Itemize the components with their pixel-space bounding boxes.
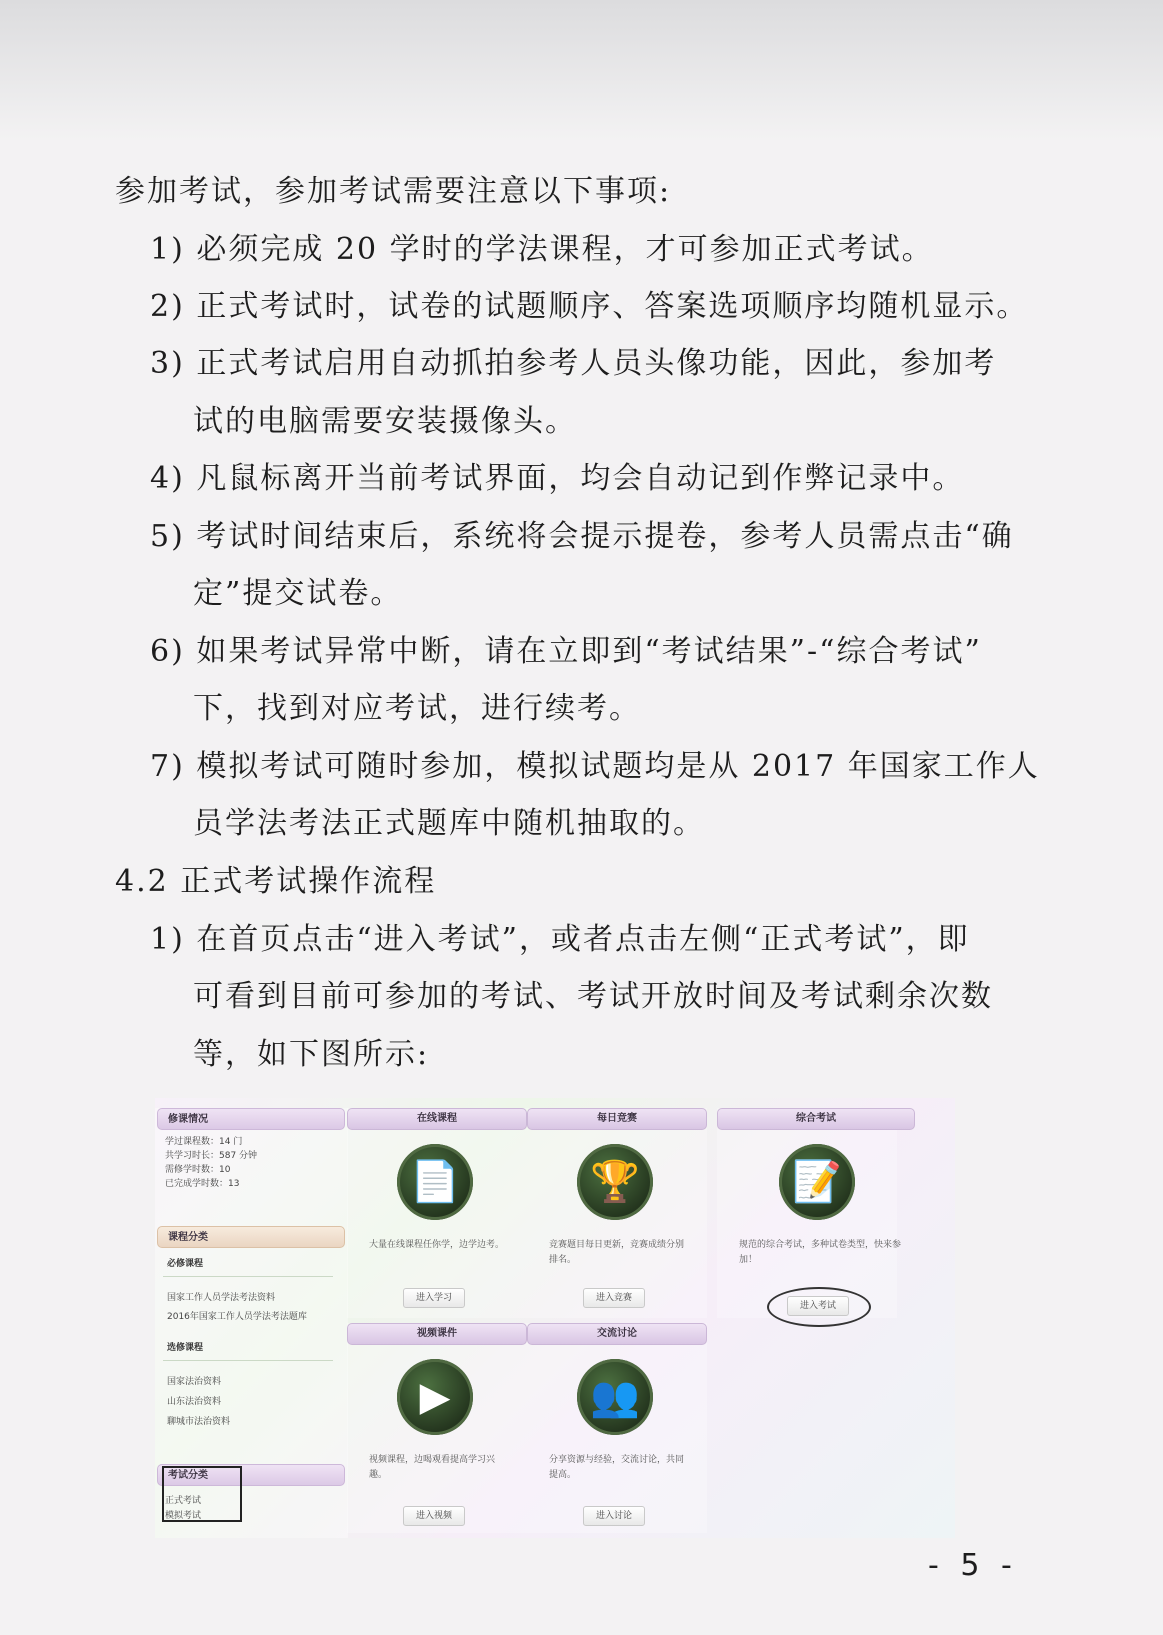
card-description: 分享资源与经验，交流讨论，共同提高。 bbox=[549, 1455, 685, 1480]
step-1-cont-2: 等，如下图所示: bbox=[193, 1037, 430, 1072]
sidebar bbox=[155, 1108, 348, 1538]
highlight-box bbox=[162, 1466, 242, 1522]
enter-discussion-button[interactable]: 进入讨论 bbox=[583, 1506, 645, 1526]
step-1: 1) 在首页点击“进入考试”，或者点击左侧“正式考试”，即 bbox=[150, 922, 970, 957]
note-7-cont: 员学法考法正式题库中随机抽取的。 bbox=[193, 806, 705, 841]
card-online-course bbox=[347, 1108, 527, 1318]
note-6: 6) 如果考试异常中断，请在立即到“考试结果”-“综合考试” bbox=[150, 634, 982, 669]
card-description: 视频课程，边喝观看提高学习兴趣。 bbox=[369, 1455, 496, 1480]
study-line: 学过课程数：14 门 bbox=[165, 1137, 243, 1147]
note-4: 4) 凡鼠标离开当前考试界面，均会自动记到作弊记录中。 bbox=[150, 461, 965, 496]
divider bbox=[163, 1360, 333, 1361]
note-3: 3) 正式考试启用自动抓拍参考人员头像功能，因此，参加考 bbox=[150, 346, 997, 381]
trophy-icon: 🏆 bbox=[577, 1144, 653, 1220]
card-description: 竞赛题目每日更新，竞赛成绩分别排名。 bbox=[549, 1240, 685, 1265]
divider bbox=[163, 1276, 333, 1277]
enter-study-button[interactable]: 进入学习 bbox=[403, 1288, 465, 1308]
note-1: 1) 必须完成 20 学时的学法课程，才可参加正式考试。 bbox=[150, 232, 934, 267]
step-1-cont: 可看到目前可参加的考试、考试开放时间及考试剩余次数 bbox=[193, 979, 993, 1014]
elective-course-link[interactable]: 聊城市法治资料 bbox=[167, 1417, 231, 1427]
mock-exam-link[interactable]: 模拟考试 bbox=[165, 1511, 202, 1521]
study-line: 已完成学时数：13 bbox=[165, 1179, 240, 1189]
card-daily-contest bbox=[527, 1108, 707, 1318]
note-5: 5) 考试时间结束后，系统将会提示提卷，参考人员需点击“确 bbox=[150, 519, 1014, 554]
study-line: 共学习时长：587 分钟 bbox=[165, 1151, 258, 1161]
section-title: 4.2 正式考试操作流程 bbox=[115, 864, 437, 899]
highlight-ring bbox=[767, 1287, 871, 1327]
required-course-link[interactable]: 国家工作人员学法考法资料 bbox=[167, 1293, 276, 1303]
page-shade bbox=[0, 0, 1163, 140]
card-title: 视频课件 bbox=[347, 1323, 527, 1345]
card-title: 交流讨论 bbox=[527, 1323, 707, 1345]
study-line: 需修学时数：10 bbox=[165, 1165, 231, 1175]
exam-paper-icon: 📝 bbox=[779, 1144, 855, 1220]
note-5-cont: 定”提交试卷。 bbox=[193, 576, 403, 611]
study-status-header: 修课情况 bbox=[157, 1108, 345, 1130]
elective-course-link[interactable]: 山东法治资料 bbox=[167, 1397, 222, 1407]
note-2: 2) 正式考试时，试卷的试题顺序、答案选项顺序均随机显示。 bbox=[150, 289, 1029, 324]
card-title: 综合考试 bbox=[717, 1108, 915, 1130]
card-comprehensive-exam bbox=[717, 1108, 902, 1318]
intro-text: 参加考试，参加考试需要注意以下事项: bbox=[115, 174, 672, 209]
card-discussion bbox=[527, 1323, 707, 1533]
required-course-link[interactable]: 2016年国家工作人员学法考法题库 bbox=[167, 1312, 307, 1322]
note-3-cont: 试的电脑需要安装摄像头。 bbox=[193, 404, 577, 439]
note-6-cont: 下，找到对应考试，进行续考。 bbox=[193, 691, 641, 726]
elective-courses-label: 选修课程 bbox=[167, 1343, 204, 1353]
card-video-course bbox=[347, 1323, 527, 1533]
card-title: 每日竞赛 bbox=[527, 1108, 707, 1130]
course-category-header: 课程分类 bbox=[157, 1226, 345, 1248]
video-play-icon: ▶ bbox=[397, 1359, 473, 1435]
elective-course-link[interactable]: 国家法治资料 bbox=[167, 1377, 222, 1387]
enter-video-button[interactable]: 进入视频 bbox=[403, 1506, 465, 1526]
enter-contest-button[interactable]: 进入竞赛 bbox=[583, 1288, 645, 1308]
required-courses-label: 必修课程 bbox=[167, 1259, 204, 1269]
formal-exam-link[interactable]: 正式考试 bbox=[165, 1496, 202, 1506]
card-title: 在线课程 bbox=[347, 1108, 527, 1130]
note-7: 7) 模拟考试可随时参加，模拟试题均是从 2017 年国家工作人 bbox=[150, 749, 1040, 784]
people-icon: 👥 bbox=[577, 1359, 653, 1435]
exam-category-header: 考试分类 bbox=[157, 1464, 345, 1486]
card-description: 大量在线课程任你学，边学边考。 bbox=[369, 1240, 505, 1250]
page-number: - 5 - bbox=[928, 1548, 1018, 1583]
portal-screenshot bbox=[155, 1098, 955, 1538]
enter-exam-button[interactable]: 进入考试 bbox=[787, 1296, 849, 1316]
card-description: 规范的综合考试，多种试卷类型，快来参加！ bbox=[739, 1240, 902, 1265]
document-icon: 📄 bbox=[397, 1144, 473, 1220]
